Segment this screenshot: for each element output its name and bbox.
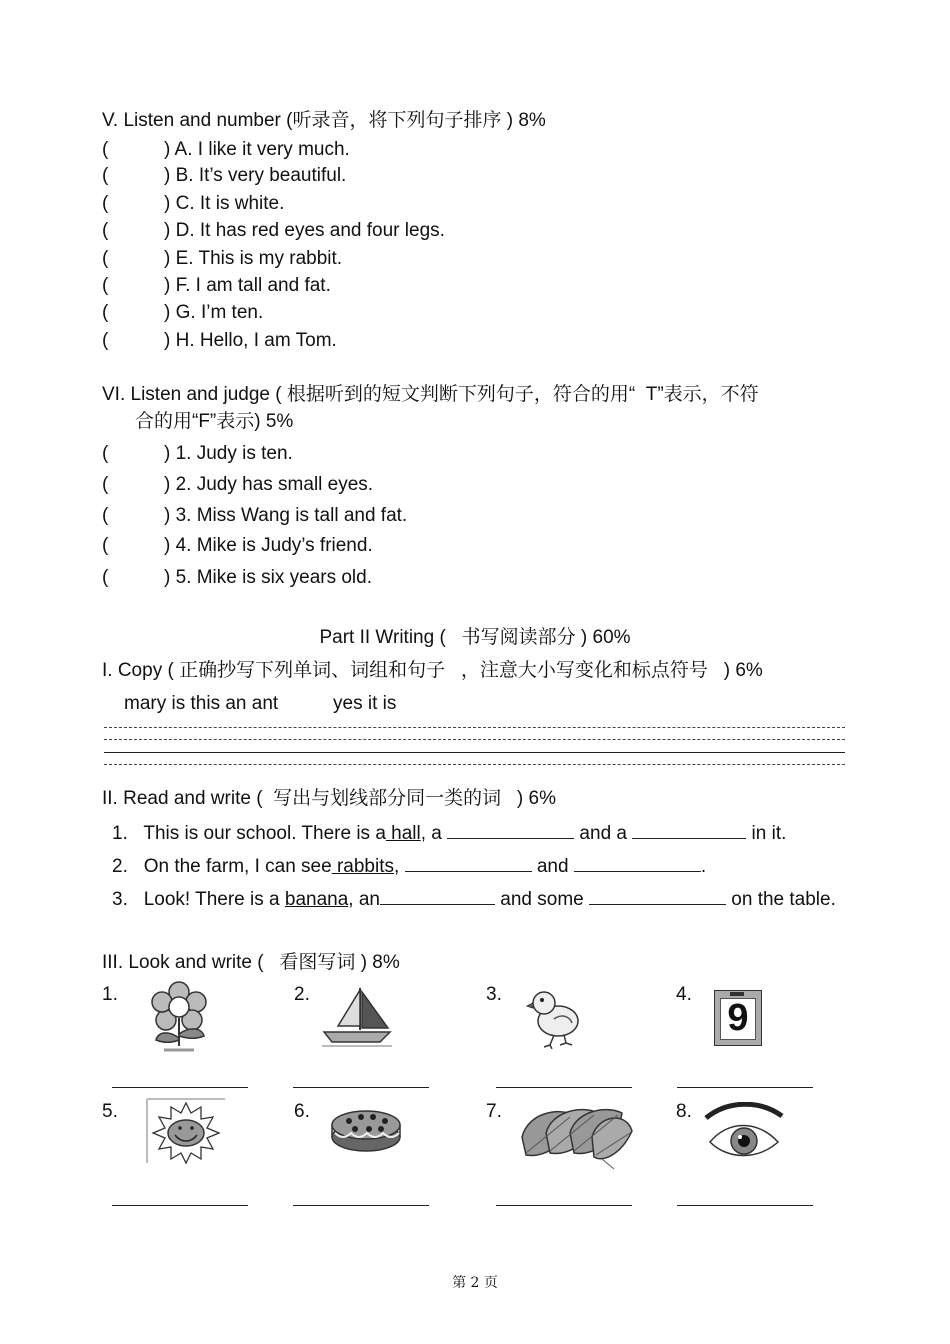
answer-line[interactable] <box>496 1087 632 1088</box>
section5-item: ( ) C. It is white. <box>102 193 285 214</box>
picture-number: 5. <box>102 1101 118 1122</box>
sun-icon <box>145 1097 227 1165</box>
answer-blank[interactable] <box>574 853 701 872</box>
section6-item: ( ) 4. Mike is Judy’s friend. <box>102 535 373 556</box>
section6-item: ( ) 1. Judy is ten. <box>102 443 293 464</box>
read-write-sentence-1: 1. This is our school. There is a hall, a and a in it. <box>112 820 786 846</box>
underlined-word: rabbits <box>331 856 394 877</box>
flower-icon <box>146 980 212 1056</box>
copy-guide-baseline <box>104 752 845 753</box>
picture-number: 2. <box>294 984 310 1005</box>
section5-title: V. Listen and number (听录音，将下列句子排序 ) 8% <box>102 110 546 131</box>
section5-item: ( ) D. It has red eyes and four legs. <box>102 220 445 241</box>
section6-item: ( ) 2. Judy has small eyes. <box>102 474 374 495</box>
read-write-sentence-3: 3. Look! There is a banana, an and some on the table. <box>112 886 836 912</box>
answer-blank[interactable] <box>632 820 746 839</box>
answer-blank[interactable] <box>380 886 495 905</box>
answer-line[interactable] <box>677 1087 813 1088</box>
answer-line[interactable] <box>112 1087 248 1088</box>
read-write-title: II. Read and write ( 写出与划线部分同一类的词 ) 6% <box>102 788 556 809</box>
copy-prompt-a: mary is this an ant <box>124 693 279 714</box>
answer-blank[interactable] <box>447 820 574 839</box>
copy-title: I. Copy ( 正确抄写下列单词、词组和句子 ，注意大小写变化和标点符号 ) 6% <box>102 660 763 681</box>
sailboat-icon <box>320 984 394 1048</box>
answer-line[interactable] <box>677 1205 813 1206</box>
picture-number: 6. <box>294 1101 310 1122</box>
calendar-digit: 9 <box>727 997 749 1039</box>
section5-item: ( ) H. Hello, I am Tom. <box>102 330 337 351</box>
answer-line[interactable] <box>112 1205 248 1206</box>
answer-line[interactable] <box>496 1205 632 1206</box>
section6-item: ( ) 3. Miss Wang is tall and fat. <box>102 505 408 526</box>
picture-number: 3. <box>486 984 502 1005</box>
calendar-nine-icon <box>714 990 762 1046</box>
section6-title-cont: 合的用“F”表示) 5% <box>135 411 294 432</box>
section5-item: ( ) E. This is my rabbit. <box>102 248 343 269</box>
copy-guide-dashed-bottom <box>104 764 845 765</box>
section6-title: VI. Listen and judge ( 根据听到的短文判断下列句子，符合的用“ T”表示，不符 <box>102 384 759 405</box>
underlined-word: banana <box>284 889 349 910</box>
part2-heading: Part II Writing ( 书写阅读部分 ) 60% <box>319 627 631 648</box>
cake-icon <box>329 1103 403 1155</box>
copy-guide-dashed-top <box>104 727 845 728</box>
chick-icon <box>524 983 586 1049</box>
section5-item: ( ) A. I like it very much. <box>102 139 350 160</box>
picture-number: 4. <box>676 984 692 1005</box>
picture-number: 7. <box>486 1101 502 1122</box>
picture-number: 1. <box>102 984 118 1005</box>
copy-guide-dashed-mid <box>104 739 845 740</box>
answer-blank[interactable] <box>405 853 532 872</box>
eye-icon <box>700 1102 786 1164</box>
section5-item: ( ) F. I am tall and fat. <box>102 275 331 296</box>
underlined-word: hall <box>385 823 421 844</box>
section6-item: ( ) 5. Mike is six years old. <box>102 567 372 588</box>
picture-number: 8. <box>676 1101 692 1122</box>
leaves-icon <box>518 1103 634 1171</box>
answer-line[interactable] <box>293 1087 429 1088</box>
answer-line[interactable] <box>293 1205 429 1206</box>
read-write-sentence-2: 2. On the farm, I can see rabbits, and . <box>112 853 706 879</box>
page-number: 第 2 页 <box>452 1275 498 1291</box>
copy-prompt-b: yes it is <box>333 693 397 714</box>
section5-item: ( ) G. I’m ten. <box>102 302 264 323</box>
look-write-title: III. Look and write ( 看图写词 ) 8% <box>102 952 400 973</box>
section5-item: ( ) B. It’s very beautiful. <box>102 165 347 186</box>
answer-blank[interactable] <box>589 886 726 905</box>
